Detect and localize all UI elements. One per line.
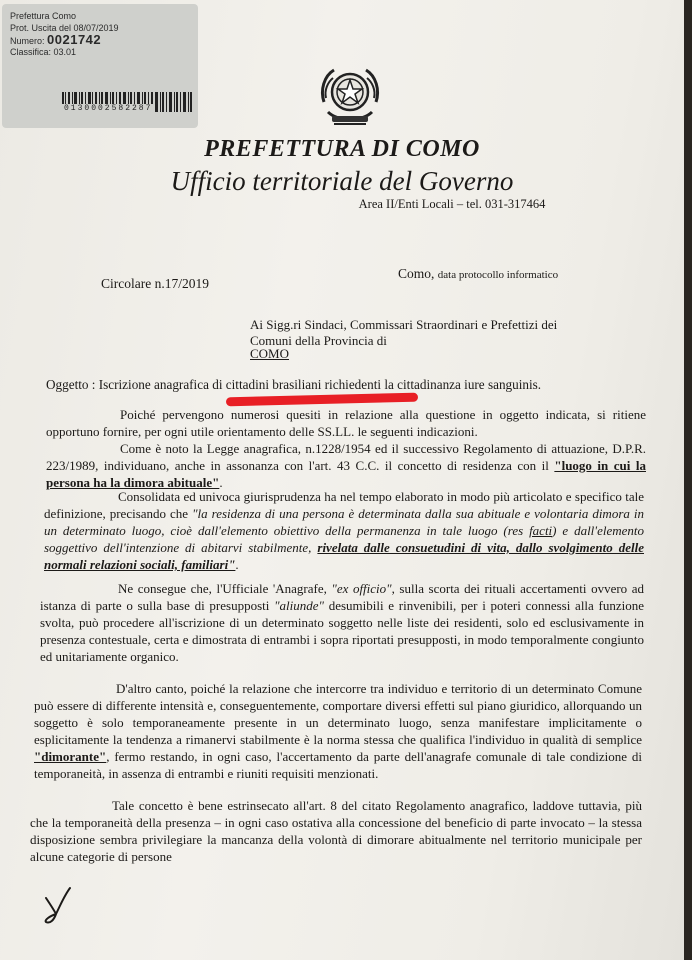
red-highlight-mark <box>226 393 418 407</box>
stamp-numero-label: Numero: <box>10 36 45 46</box>
stamp-numero-value: 0021742 <box>47 32 102 47</box>
republic-emblem-icon <box>318 62 382 130</box>
page-subtitle: Ufficio territoriale del Governo <box>170 166 514 196</box>
paragraph-4-e: desumibili e rinvenibili, per i poteri connessi alla funzione svolta, può procedere all'iscrizione di un determinato soggetto nelle liste dei residenti, solo ed esclusivamente in presenza contestuale, certa e dimostrata di entrambi i sopra riportati presupposti, in modo temporalmente congiunto ed unitariamente organico. <box>40 598 645 664</box>
paragraph-4-c: , sulla scorta dei rituali accertamenti ovvero ad istanza di parte o sulla base di presupposti <box>40 581 644 613</box>
paragraph-3 <box>44 488 644 573</box>
area-contact: Area II/Enti Locali – tel. 031-317464 <box>358 197 546 211</box>
paragraph-5-a: D'altro canto, poiché la relazione che intercorre tra individuo e territorio di un determinato Comune può essere di differente intensità e, conseguentemente, comportare diversi effetti sul piano giuridico, allorquando un soggetto è solo temporaneamente presente in un determinato luogo, senza manifestare implicitamente o esplicitamente la tendenza a rimanervi stabilmente è la norma stessa che qualifica l'individuo in qualità di semplice <box>34 681 642 747</box>
date: data protocollo informatico <box>437 269 559 281</box>
paragraph-3-a: Consolidata ed univoca giurisprudenza ha nel tempo elaborato in modo più articolato e specifico tale definizione, precisando che <box>44 489 644 521</box>
paragraph-3-b: "la residenza di una persona è determinata dalla sua abituale e volontaria dimora in un determinato luogo, cioè dall'elemento obiettivo della permanenza in tale luogo (res <box>44 506 644 538</box>
stamp-numero <box>10 34 190 46</box>
paragraph-4-b: "ex officio" <box>331 581 392 596</box>
place: Como, <box>398 266 435 281</box>
paragraph-2-bold: "luogo in cui la persona ha la dimora abituale" <box>46 458 646 490</box>
paragraph-5-b: "dimorante" <box>34 749 107 764</box>
paragraph-4-a: Ne consegue che, l'Ufficiale 'Anagrafe, <box>118 581 332 596</box>
paragraph-4-d: "aliunde" <box>274 598 324 613</box>
paragraph-3-e: rivelata dalle consuetudini di vita, dallo svolgimento delle normali relazioni sociali, familiari" <box>44 540 644 572</box>
paragraph-1: Poiché pervengono numerosi quesiti in relazione alla questione in oggetto indicata, si ritiene opportuno fornire, per ogni utile orientamento delle SS.LL. le seguenti indicazioni. <box>46 407 646 439</box>
paragraph-2-text: Come è noto la Legge anagrafica, n.1228/1954 ed il successivo Regolamento di attuazione, D.P.R. 223/1989, individuano, anche in assonanza con l'art. 43 C.C. il concetto di residenza con il <box>46 441 646 473</box>
recipients-line-3: COMO <box>250 346 290 361</box>
subject-line: Oggetto : Iscrizione anagrafica di cittadini brasiliani richiedenti la cittadinanza iure sanguinis. <box>46 377 542 392</box>
circolare-number: Circolare n.17/2019 <box>101 276 209 291</box>
initials-signature-icon <box>40 880 80 928</box>
paragraph-6: Tale concetto è bene estrinsecato all'art. 8 del citato Regolamento anagrafico, laddove tuttavia, più che la temporaneità della presenza – in ogni caso ostativa alla concessione del beneficio di parte invocato – la stessa disposizione sembra privilegiare la mancanza della volontà di dimorare abitualmente nel territorio municipale per alcune categorie di persone <box>30 798 642 864</box>
recipients-line-1: Ai Sigg.ri Sindaci, Commissari Straordinari e Prefettizi dei <box>250 317 558 332</box>
paragraph-2-end: . <box>219 475 223 490</box>
stamp-office: Prefettura Como <box>10 11 77 21</box>
page-title: PREFETTURA DI COMO <box>204 136 480 162</box>
paragraph-3-d: ) e dall'elemento soggettivo dell'intenzione di abitarvi stabilmente, <box>44 523 644 555</box>
place-date <box>398 266 558 283</box>
recipients-line-2: Comuni della Provincia di <box>250 333 387 348</box>
barcode-number: 0130002582287 <box>64 104 153 113</box>
stamp-prot: Prot. Uscita del 08/07/2019 <box>10 23 119 33</box>
paragraph-5-c: , fermo restando, in ogni caso, l'accertamento da parte dell'anagrafe comunale di tale condizione di temporaneità, in assenza di entrambi e riuniti requisiti menzionati. <box>34 749 642 781</box>
paragraph-4 <box>40 580 644 665</box>
paragraph-2 <box>46 440 646 491</box>
paragraph-3-c: facti <box>529 523 553 538</box>
stamp-classifica: Classifica: 03.01 <box>10 47 77 57</box>
paragraph-5 <box>34 680 642 782</box>
paragraph-3-f: . <box>235 557 239 572</box>
